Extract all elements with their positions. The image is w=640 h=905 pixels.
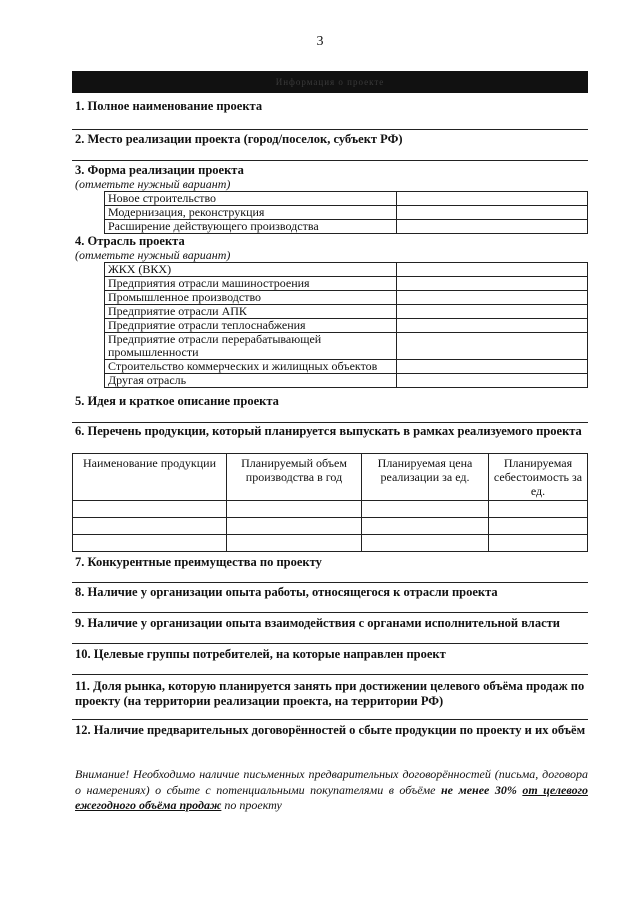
option-checkbox[interactable]: [397, 277, 588, 291]
option-row[interactable]: [72, 277, 588, 291]
section-6-title: 6. Перечень продукции, который планируется выпускать в рамках реализуемого проекта: [75, 424, 582, 438]
option-label: Другая отрасль: [105, 374, 397, 388]
option-checkbox[interactable]: [397, 333, 588, 360]
table-cell[interactable]: [362, 535, 489, 552]
option-row[interactable]: [72, 374, 588, 388]
option-label: Строительство коммерческих и жилищных объектов: [105, 360, 397, 374]
answer-line-11[interactable]: [72, 719, 588, 720]
option-row[interactable]: [72, 263, 588, 277]
section-2-title: 2. Место реализации проекта (город/поселок, субъект РФ): [75, 132, 403, 146]
table-cell[interactable]: [227, 518, 362, 535]
table-row: [73, 518, 588, 535]
option-row[interactable]: [72, 206, 588, 220]
option-label: ЖКХ (ВКХ): [105, 263, 397, 277]
table-cell[interactable]: [227, 501, 362, 518]
section-12-title: 12. Наличие предварительных договорённостей о сбыте продукции по проекту и их объём: [75, 723, 586, 737]
option-row[interactable]: [72, 333, 588, 360]
option-checkbox[interactable]: [397, 192, 588, 206]
answer-line-1[interactable]: [72, 129, 588, 130]
option-checkbox[interactable]: [397, 374, 588, 388]
option-checkbox[interactable]: [397, 206, 588, 220]
products-table: [72, 453, 588, 552]
answer-line-8[interactable]: [72, 612, 588, 613]
option-label: Предприятие отрасли АПК: [105, 305, 397, 319]
option-label: Промышленное производство: [105, 291, 397, 305]
table-cell[interactable]: [489, 501, 588, 518]
section-4-options: [72, 262, 588, 388]
answer-line-5[interactable]: [72, 422, 588, 423]
section-5-title: 5. Идея и краткое описание проекта: [75, 394, 279, 408]
col-header-cost: Планируемая себестоимость за ед.: [489, 454, 588, 501]
section-3-hint: (отметьте нужный вариант): [75, 177, 231, 191]
table-cell[interactable]: [73, 501, 227, 518]
option-label: Модернизация, реконструкция: [105, 206, 397, 220]
option-checkbox[interactable]: [397, 319, 588, 333]
option-label: Предприятия отрасли машиностроения: [105, 277, 397, 291]
col-header-name: Наименование продукции: [73, 454, 227, 501]
products-header-row: [73, 454, 588, 501]
section-1-title: 1. Полное наименование проекта: [75, 99, 263, 113]
note-emphasis: не менее 30%: [441, 782, 517, 797]
section-9-title: 9. Наличие у организации опыта взаимодействия с органами исполнительной власти: [75, 616, 560, 630]
section-4-hint: (отметьте нужный вариант): [75, 248, 231, 262]
option-row[interactable]: [72, 220, 588, 234]
section-7-title: 7. Конкурентные преимущества по проекту: [75, 555, 322, 569]
option-checkbox[interactable]: [397, 291, 588, 305]
attention-note: [75, 767, 588, 814]
option-label: Предприятие отрасли теплоснабжения: [105, 319, 397, 333]
section-header-bar: Информация о проекте: [72, 71, 588, 93]
table-cell[interactable]: [73, 518, 227, 535]
answer-line-7[interactable]: [72, 582, 588, 583]
answer-line-2[interactable]: [72, 160, 588, 161]
table-cell[interactable]: [362, 501, 489, 518]
option-row[interactable]: [72, 192, 588, 206]
note-emphasis-underlined: от целевого ежегодного объёма продаж: [75, 782, 589, 812]
section-3-options: [72, 191, 588, 234]
note-text: Внимание! Необходимо наличие письменных предварительных договорённостей (письма, договора о намерениях) о сбыте с потенциальными покупателями в объёме: [75, 767, 588, 797]
option-label: Расширение действующего производства: [105, 220, 397, 234]
note-text-end: по проекту: [221, 798, 282, 812]
col-header-volume: Планируемый объем производства в год: [227, 454, 362, 501]
answer-line-10[interactable]: [72, 674, 588, 675]
option-checkbox[interactable]: [397, 360, 588, 374]
answer-line-6[interactable]: [72, 551, 588, 552]
option-label: Предприятие отрасли перерабатывающей промышленности: [105, 333, 397, 360]
table-row: [73, 501, 588, 518]
option-checkbox[interactable]: [397, 263, 588, 277]
table-row: [73, 535, 588, 552]
section-8-title: 8. Наличие у организации опыта работы, относящегося к отрасли проекта: [75, 585, 498, 599]
section-11-title: 11. Доля рынка, которую планируется занять при достижении целевого объёма продаж по проекту (на территории реализации проекта, на территории РФ): [75, 679, 585, 708]
option-row[interactable]: [72, 291, 588, 305]
section-3-title: 3. Форма реализации проекта: [75, 163, 244, 177]
table-cell[interactable]: [489, 535, 588, 552]
option-checkbox[interactable]: [397, 220, 588, 234]
answer-line-9[interactable]: [72, 643, 588, 644]
table-cell[interactable]: [73, 535, 227, 552]
page-number: 3: [316, 34, 324, 49]
table-cell[interactable]: [362, 518, 489, 535]
option-label: Новое строительство: [105, 192, 397, 206]
option-row[interactable]: [72, 305, 588, 319]
col-header-price: Планируемая цена реализации за ед.: [362, 454, 489, 501]
section-4-title: 4. Отрасль проекта: [75, 234, 185, 248]
option-checkbox[interactable]: [397, 305, 588, 319]
option-row[interactable]: [72, 319, 588, 333]
section-10-title: 10. Целевые группы потребителей, на которые направлен проект: [75, 647, 446, 661]
table-cell[interactable]: [227, 535, 362, 552]
option-row[interactable]: [72, 360, 588, 374]
table-cell[interactable]: [489, 518, 588, 535]
